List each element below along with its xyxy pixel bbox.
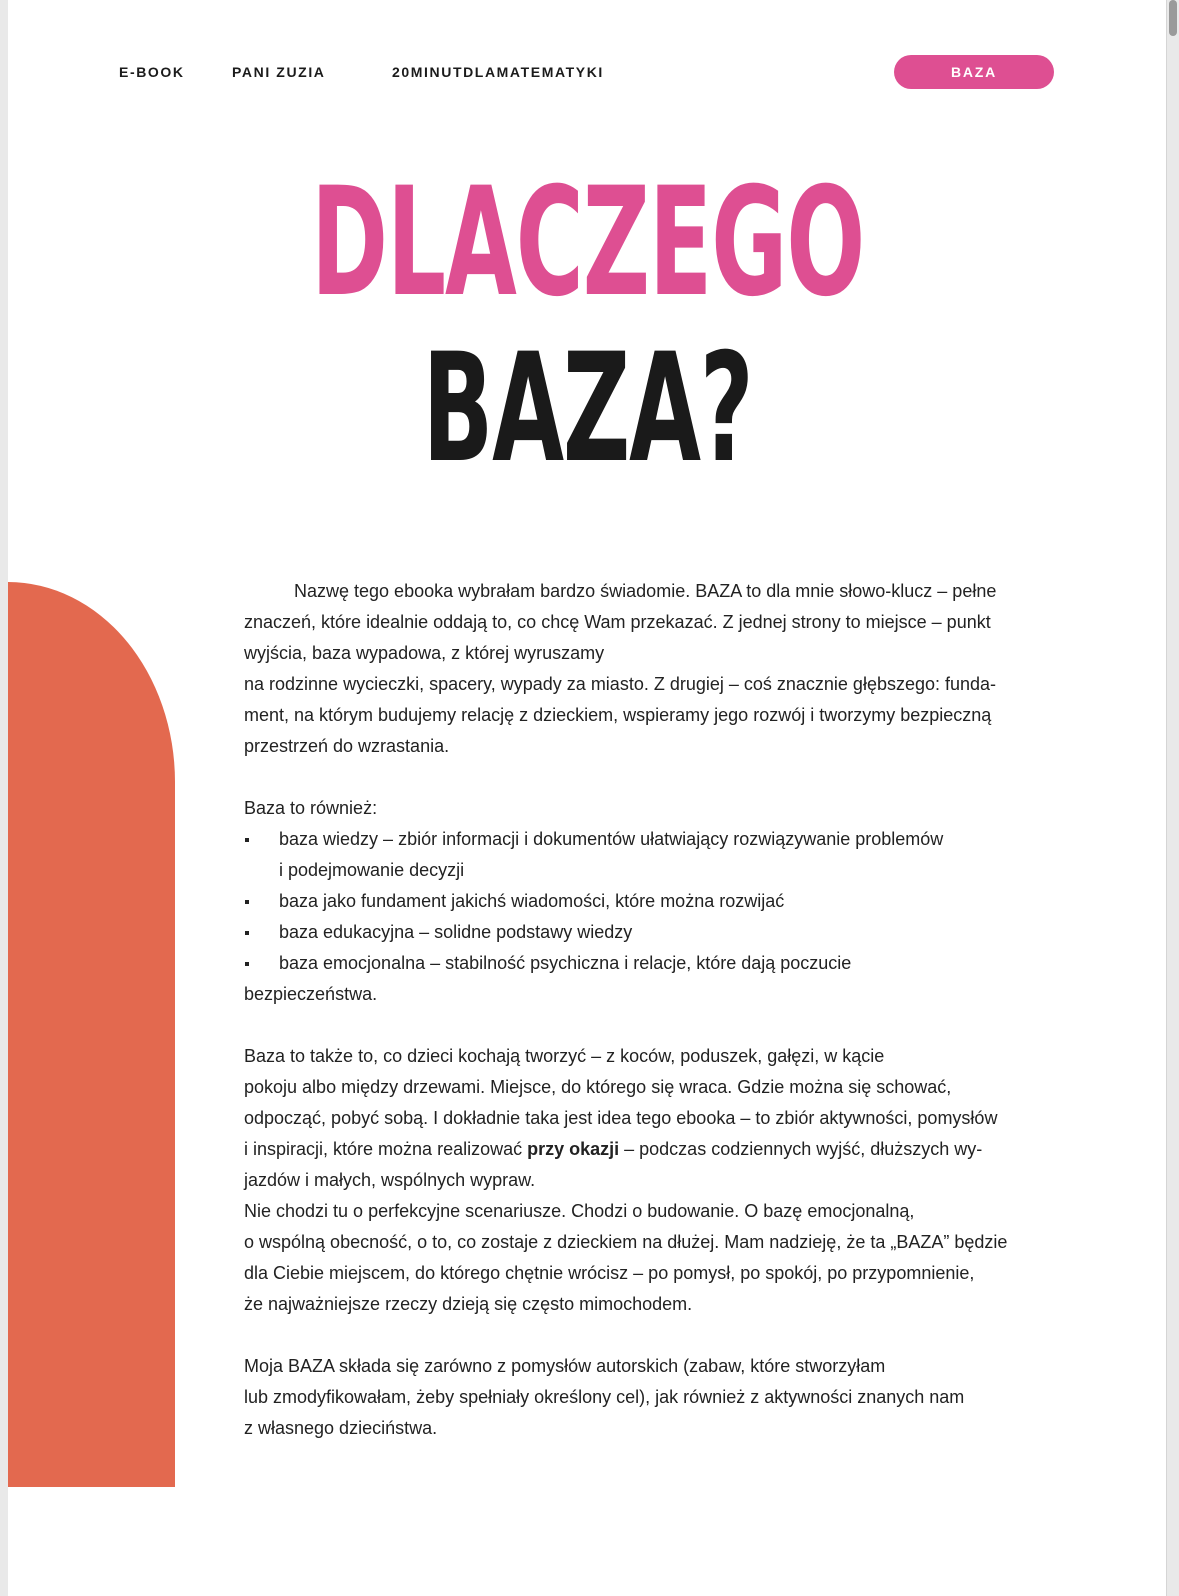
intro-line: znaczeń, które idealnie oddają to, co chcę Wam przekazać. Z jednej strony to miejsce – punkt: [244, 612, 991, 632]
bullet-icon: [245, 900, 249, 904]
text-run: i inspiracji, które można realizować: [244, 1139, 528, 1159]
list-item-text: i podejmowanie decyzji: [279, 860, 465, 880]
article-body: [244, 576, 1054, 1444]
list-item: [244, 948, 1054, 979]
bullet-icon: [245, 931, 249, 935]
title-line-1: DLACZEGO: [310, 156, 865, 330]
ebook-page: [8, 0, 1167, 1596]
paragraph-line: że najważniejsze rzeczy dzieją się często mimochodem.: [244, 1294, 693, 1314]
nav-link-ebook[interactable]: E-BOOK: [119, 64, 185, 80]
list-item: [244, 886, 1054, 917]
bullet-list: [244, 824, 1054, 979]
paragraph-line: z własnego dzieciństwa.: [244, 1418, 438, 1438]
bullet-icon: [245, 962, 249, 966]
intro-line: na rodzinne wycieczki, spacery, wypady za miasto. Z drugiej – coś znacznie głębszego: funda-: [244, 674, 997, 694]
paragraph-line: Moja BAZA składa się zarówno z pomysłów autorskich (zabaw, które stworzyłam: [244, 1356, 886, 1376]
list-item-text: baza wiedzy – zbiór informacji i dokumentów ułatwiający rozwiązywanie problemów: [279, 829, 944, 849]
nav-link-pani-zuzia[interactable]: PANI ZUZIA: [232, 64, 326, 80]
intro-line: Nazwę tego ebooka wybrałam bardzo świadomie. BAZA to dla mnie słowo-klucz – pełne: [294, 581, 997, 601]
bullet-icon: [245, 838, 249, 842]
list-item-text: baza emocjonalna – stabilność psychiczna i relacje, które dają poczucie: [279, 953, 852, 973]
bullet-tail: bezpieczeństwa.: [244, 984, 378, 1004]
nav-button-baza[interactable]: BAZA: [894, 55, 1054, 89]
paragraph-line: jazdów i małych, wspólnych wypraw.: [244, 1170, 536, 1190]
list-item: [244, 917, 1054, 948]
paragraph-line: pokoju albo między drzewami. Miejsce, do którego się wraca. Gdzie można się schować,: [244, 1077, 952, 1097]
paragraph-line: odpocząć, pobyć sobą. I dokładnie taka jest idea tego ebooka – to zbiór aktywności, pomysłów: [244, 1108, 998, 1128]
intro-line: wyjścia, baza wypadowa, z której wyruszamy: [244, 643, 605, 663]
text-run: – podczas codziennych wyjść, dłuższych wy-: [619, 1139, 983, 1159]
intro-line: ment, na którym budujemy relację z dzieckiem, wspieramy jego rozwój i tworzymy bezpieczną: [244, 705, 992, 725]
list-item: [244, 824, 1054, 886]
list-item-text: baza edukacyjna – solidne podstawy wiedzy: [279, 922, 633, 942]
list-intro: Baza to również:: [244, 798, 378, 818]
bold-phrase: przy okazji: [527, 1139, 620, 1159]
paragraph-line: lub zmodyfikowałam, żeby spełniały określony cel), jak również z aktywności znanych nam: [244, 1387, 965, 1407]
paragraph-line: Nie chodzi tu o perfekcyjne scenariusze. Chodzi o budowanie. O bazę emocjonalną,: [244, 1201, 915, 1221]
paragraph-line: dla Ciebie miejscem, do którego chętnie wrócisz – po pomysł, po spokój, po przypomnienie,: [244, 1263, 975, 1283]
paragraph-line: Baza to także to, co dzieci kochają tworzyć – z koców, poduszek, gałęzi, w kącie: [244, 1046, 885, 1066]
list-item-text: baza jako fundament jakichś wiadomości, które można rozwijać: [279, 891, 785, 911]
nav-link-20minutdlamatematyki[interactable]: 20MINUTDLAMATEMATYKI: [392, 64, 604, 80]
title-line-2: BAZA?: [422, 322, 753, 496]
decorative-orange-arch: [8, 582, 175, 1487]
intro-line: przestrzeń do wzrastania.: [244, 736, 450, 756]
paragraph-line: o wspólną obecność, o to, co zostaje z dzieckiem na dłużej. Mam nadzieję, że ta „BAZA” będzie: [244, 1232, 1008, 1252]
scrollbar-thumb[interactable]: [1169, 0, 1177, 36]
scrollbar-track: [1166, 0, 1167, 1596]
page-title: [8, 156, 1167, 496]
paragraph-line: [244, 1134, 1054, 1165]
